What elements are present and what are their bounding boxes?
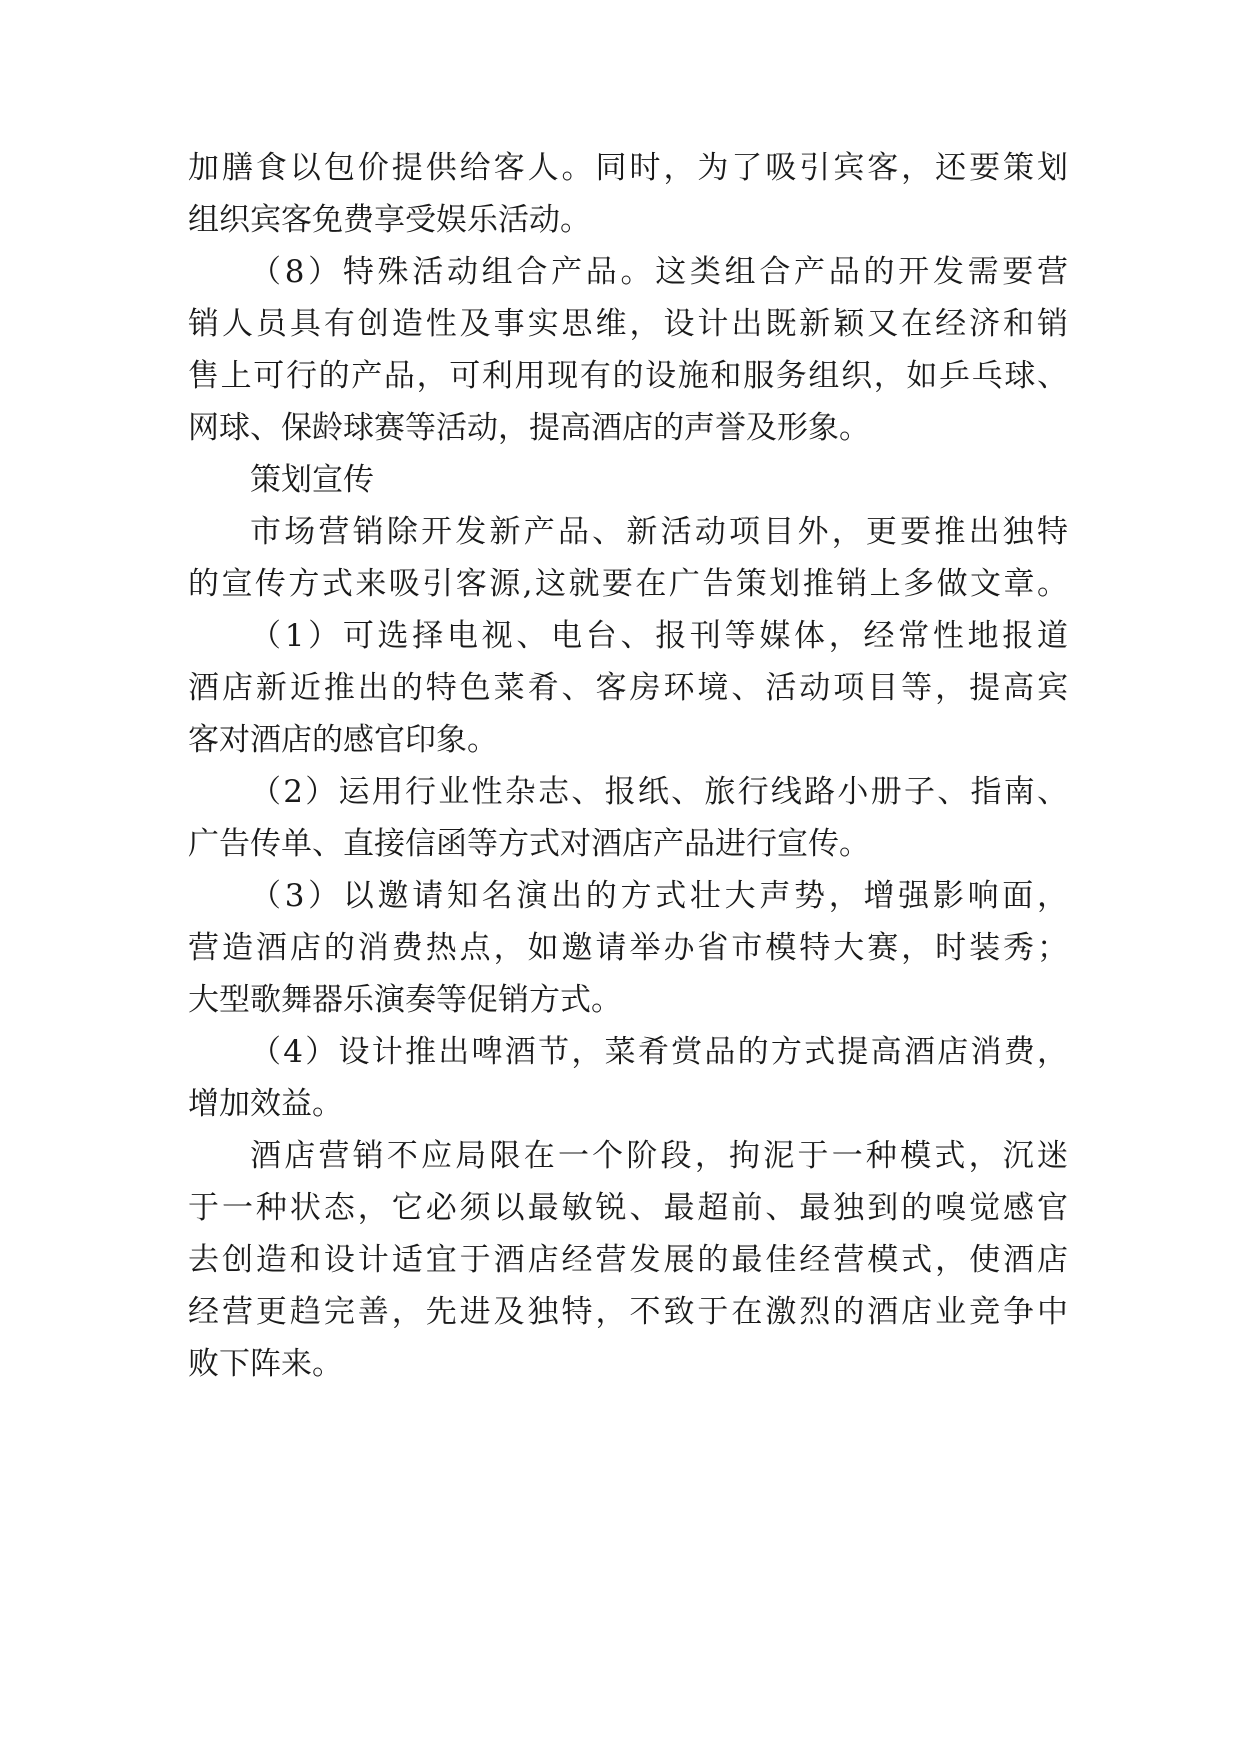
text-line: （4）设计推出啤酒节，菜肴赏品的方式提高酒店消费， — [250, 1034, 1068, 1070]
text-line: 客对酒店的感官印象。 — [188, 722, 498, 758]
text-line: （2）运用行业性杂志、报纸、旅行线路小册子、指南、 — [250, 774, 1068, 810]
text-line: （3）以邀请知名演出的方式壮大声势，增强影响面， — [250, 878, 1068, 914]
text-line: 经营更趋完善，先进及独特，不致于在激烈的酒店业竞争中 — [188, 1294, 1068, 1330]
text-line: （8）特殊活动组合产品。这类组合产品的开发需要营 — [250, 254, 1068, 290]
section-heading: 策划宣传 — [250, 462, 374, 498]
text-line: 酒店新近推出的特色菜肴、客房环境、活动项目等，提高宾 — [188, 670, 1068, 706]
text-line: 于一种状态，它必须以最敏锐、最超前、最独到的嗅觉感官 — [188, 1190, 1068, 1226]
text-line: 大型歌舞器乐演奏等促销方式。 — [188, 982, 622, 1018]
text-line: 网球、保龄球赛等活动，提高酒店的声誉及形象。 — [188, 410, 870, 446]
text-line: 败下阵来。 — [188, 1346, 343, 1382]
text-line: 去创造和设计适宜于酒店经营发展的最佳经营模式，使酒店 — [188, 1242, 1068, 1278]
text-line: 市场营销除开发新产品、新活动项目外，更要推出独特 — [250, 514, 1068, 550]
text-line: 增加效益。 — [188, 1086, 343, 1122]
text-line: 酒店营销不应局限在一个阶段，拘泥于一种模式，沉迷 — [250, 1138, 1068, 1174]
text-line: 营造酒店的消费热点，如邀请举办省市模特大赛，时装秀； — [188, 930, 1068, 966]
text-line: 售上可行的产品，可利用现有的设施和服务组织，如乒乓球、 — [188, 358, 1068, 394]
text-line: （1）可选择电视、电台、报刊等媒体，经常性地报道 — [250, 618, 1068, 654]
text-line: 广告传单、直接信函等方式对酒店产品进行宣传。 — [188, 826, 870, 862]
text-line: 销人员具有创造性及事实思维，设计出既新颖又在经济和销 — [188, 306, 1068, 342]
text-line: 组织宾客免费享受娱乐活动。 — [188, 202, 591, 238]
text-line: 的宣传方式来吸引客源,这就要在广告策划推销上多做文章。 — [188, 566, 1068, 602]
text-line: 加膳食以包价提供给客人。同时，为了吸引宾客，还要策划 — [188, 150, 1068, 186]
